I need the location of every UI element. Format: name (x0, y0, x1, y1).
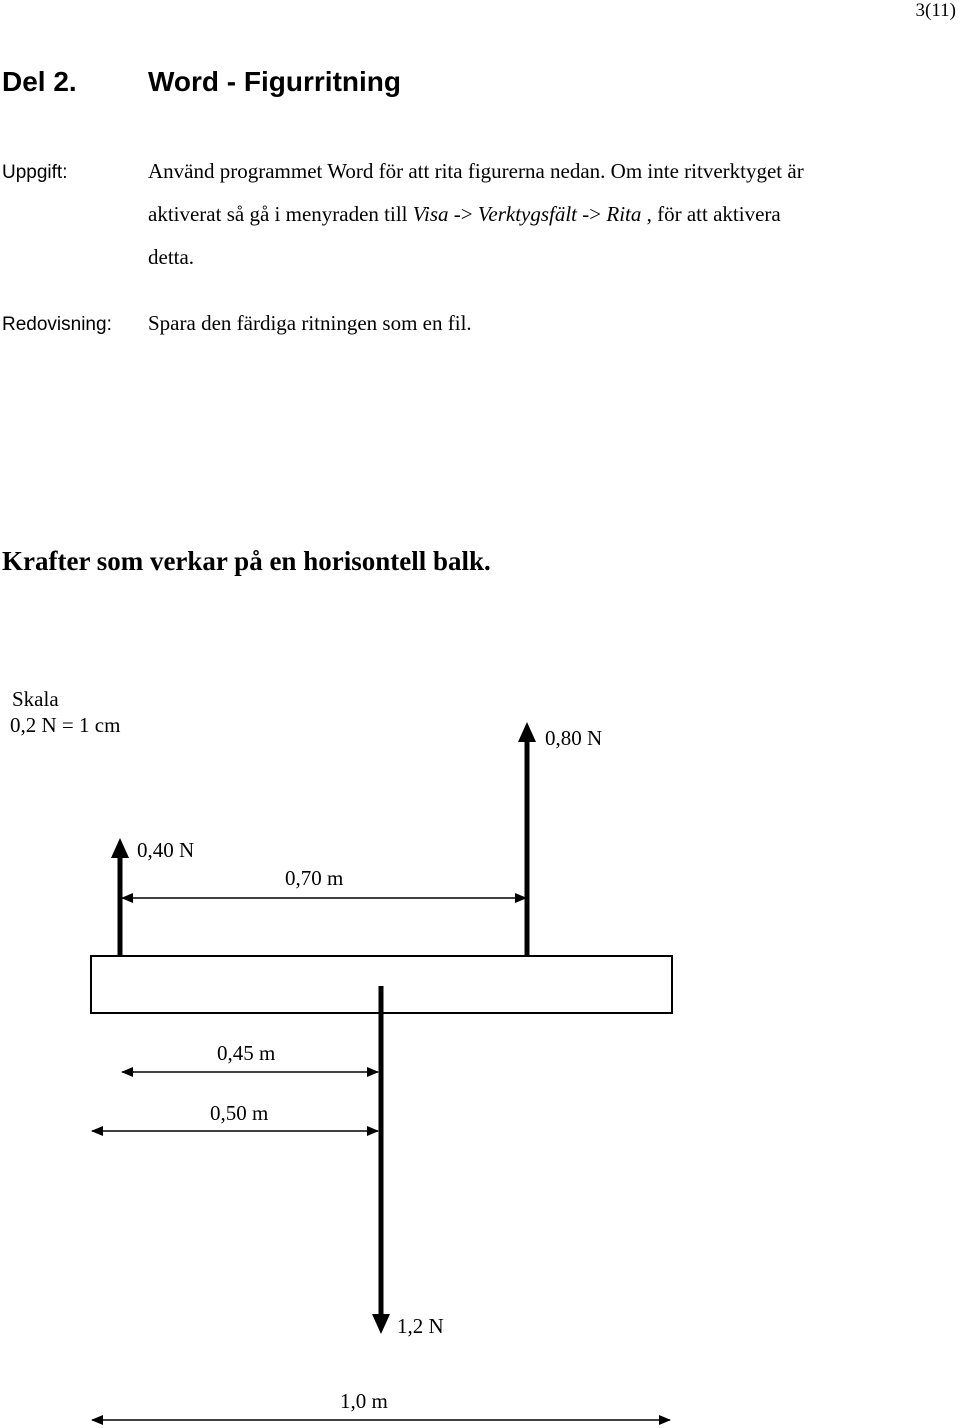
menu-path-visa: Visa (412, 202, 449, 226)
figure-heading: Krafter som verkar på en horisontell balk. (2, 546, 491, 576)
scale-value: 0,2 N = 1 cm (10, 713, 121, 737)
menu-path-separator: -> (577, 202, 607, 226)
force-arrow-040-up (111, 838, 129, 956)
menu-path-separator: -> (448, 202, 478, 226)
force-arrow-080-up (518, 722, 536, 956)
section-title: Word - Figurritning (148, 66, 401, 97)
report-label: Redovisning: (2, 314, 112, 335)
report-text: Spara den färdiga ritningen som en fil. (148, 311, 472, 335)
distance-label-045: 0,45 m (217, 1041, 276, 1065)
distance-label-050: 0,50 m (210, 1101, 269, 1125)
section-number: Del 2. (2, 66, 77, 97)
distance-label-10: 1,0 m (340, 1389, 388, 1413)
task-text-line-3: detta. (148, 245, 195, 269)
task-text-line-1: Använd programmet Word för att rita figurerna nedan. Om inte ritverktyget är (148, 159, 804, 183)
force-label-040: 0,40 N (137, 838, 195, 862)
task-text-suffix: , för att aktivera (641, 202, 781, 226)
page-number: 3(11) (915, 0, 956, 21)
menu-path-rita: Rita (606, 202, 642, 226)
task-text-prefix: aktiverat så gå i menyraden till (148, 202, 413, 226)
force-label-080: 0,80 N (545, 726, 603, 750)
scale-title: Skala (12, 687, 59, 711)
task-label: Uppgift: (2, 162, 68, 183)
force-label-12: 1,2 N (397, 1314, 444, 1338)
distance-label-070: 0,70 m (285, 866, 344, 890)
menu-path-verktygsfalt: Verktygsfält (477, 202, 578, 226)
force-arrow-12-down (372, 986, 390, 1334)
